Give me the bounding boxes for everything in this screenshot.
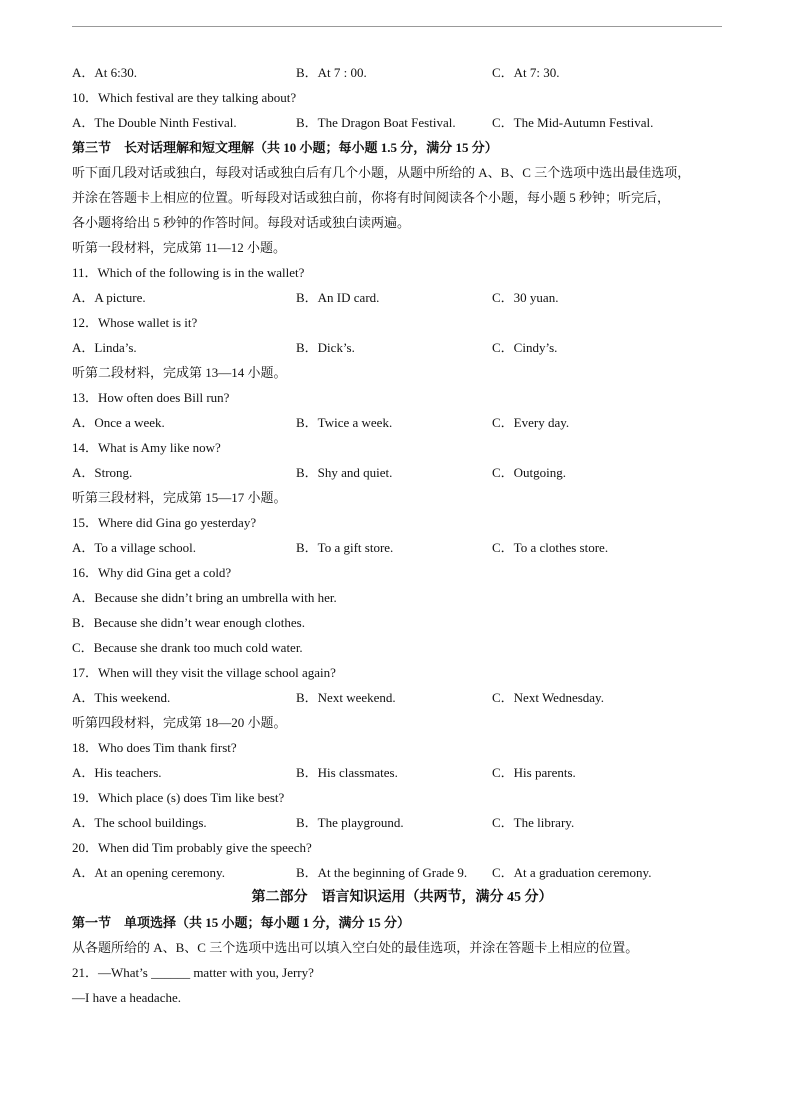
text-line: 12．Whose wallet is it? [72,315,198,330]
text-line: 17．When will they visit the village school again? [72,665,336,680]
text-line: 听第四段材料，完成第 18—20 小题。 [72,715,287,730]
text-line: —I have a headache. [72,990,181,1005]
section-heading: 第一节 单项选择（共 15 小题；每小题 1 分，满分 15 分） [72,915,411,930]
option-b: B．An ID card. [296,290,380,305]
option-row [72,760,732,785]
text-line: A．Because she didn’t bring an umbrella with her. [72,590,337,605]
option-c: C．His parents. [492,765,576,780]
option-row [72,860,732,885]
option-c: C．Cindy’s. [492,340,558,355]
option-c: C．At a graduation ceremony. [492,865,652,880]
option-a: A．Linda’s. [72,340,137,355]
text-line: 并涂在答题卡上相应的位置。听每段对话或独白前，你将有时间阅读各个小题，每小题 5 秒钟；听完后， [72,190,671,205]
option-c: C．Outgoing. [492,465,567,480]
option-b: B．Dick’s. [296,340,355,355]
option-a: A．This weekend. [72,690,171,705]
part-title: 第二部分 语言知识运用（共两节，满分 45 分） [251,890,553,905]
option-a: A．Strong. [72,465,133,480]
option-c: C．To a clothes store. [492,540,609,555]
text-line: 10．Which festival are they talking about? [72,90,297,105]
text-line: 15．Where did Gina go yesterday? [72,515,257,530]
option-a: A．Once a week. [72,415,165,430]
header-rule [72,26,722,27]
text-line: 各小题将给出 5 秒钟的作答时间。每段对话或独白读两遍。 [72,215,411,230]
option-b: B．Twice a week. [296,415,393,430]
option-a: A．The Double Ninth Festival. [72,115,237,130]
option-c: C．Next Wednesday. [492,690,604,705]
text-line: 21．—What’s ______ matter with you, Jerry? [72,965,314,980]
option-a: A．To a village school. [72,540,197,555]
option-b: B．The Dragon Boat Festival. [296,115,456,130]
section-heading: 第三节 长对话理解和短文理解（共 10 小题；每小题 1.5 分，满分 15 分） [72,140,498,155]
option-a: A．At 6:30. [72,65,138,80]
text-line: 听第三段材料，完成第 15—17 小题。 [72,490,287,505]
text-line: 听第一段材料，完成第 11—12 小题。 [72,240,287,255]
option-a: A．The school buildings. [72,815,207,830]
option-c: C．Every day. [492,415,570,430]
option-row [72,60,732,85]
option-row [72,110,732,135]
option-row [72,410,732,435]
text-line: 13．How often does Bill run? [72,390,230,405]
text-line: 11．Which of the following is in the wallet? [72,265,305,280]
option-b: B．At 7 : 00. [296,65,367,80]
option-row [72,810,732,835]
option-c: C．30 yuan. [492,290,559,305]
text-line: C．Because she drank too much cold water. [72,640,303,655]
option-b: B．To a gift store. [296,540,394,555]
text-line: 听下面几段对话或独白，每段对话或独白后有几个小题，从题中所给的 A、B、C 三个选项中选出最佳选项， [72,165,691,180]
text-line: 从各题所给的 A、B、C 三个选项中选出可以填入空白处的最佳选项，并涂在答题卡上相应的位置。 [72,940,639,955]
option-c: C．The library. [492,815,575,830]
option-a: A．A picture. [72,290,146,305]
option-c: C．At 7: 30. [492,65,560,80]
option-row [72,685,732,710]
option-b: B．His classmates. [296,765,398,780]
option-c: C．The Mid-Autumn Festival. [492,115,654,130]
option-b: B．The playground. [296,815,404,830]
option-b: B．At the beginning of Grade 9. [296,865,468,880]
option-row [72,285,732,310]
document-body [72,60,732,1010]
text-line: 20．When did Tim probably give the speech? [72,840,312,855]
option-a: A．At an opening ceremony. [72,865,225,880]
option-b: B．Next weekend. [296,690,396,705]
option-a: A．His teachers. [72,765,162,780]
option-row [72,535,732,560]
text-line: B．Because she didn’t wear enough clothes. [72,615,305,630]
text-line: 14．What is Amy like now? [72,440,221,455]
text-line: 16．Why did Gina get a cold? [72,565,232,580]
option-row [72,460,732,485]
text-line: 19．Which place (s) does Tim like best? [72,790,285,805]
option-row [72,335,732,360]
option-b: B．Shy and quiet. [296,465,393,480]
text-line: 听第二段材料，完成第 13—14 小题。 [72,365,287,380]
text-line: 18．Who does Tim thank first? [72,740,237,755]
